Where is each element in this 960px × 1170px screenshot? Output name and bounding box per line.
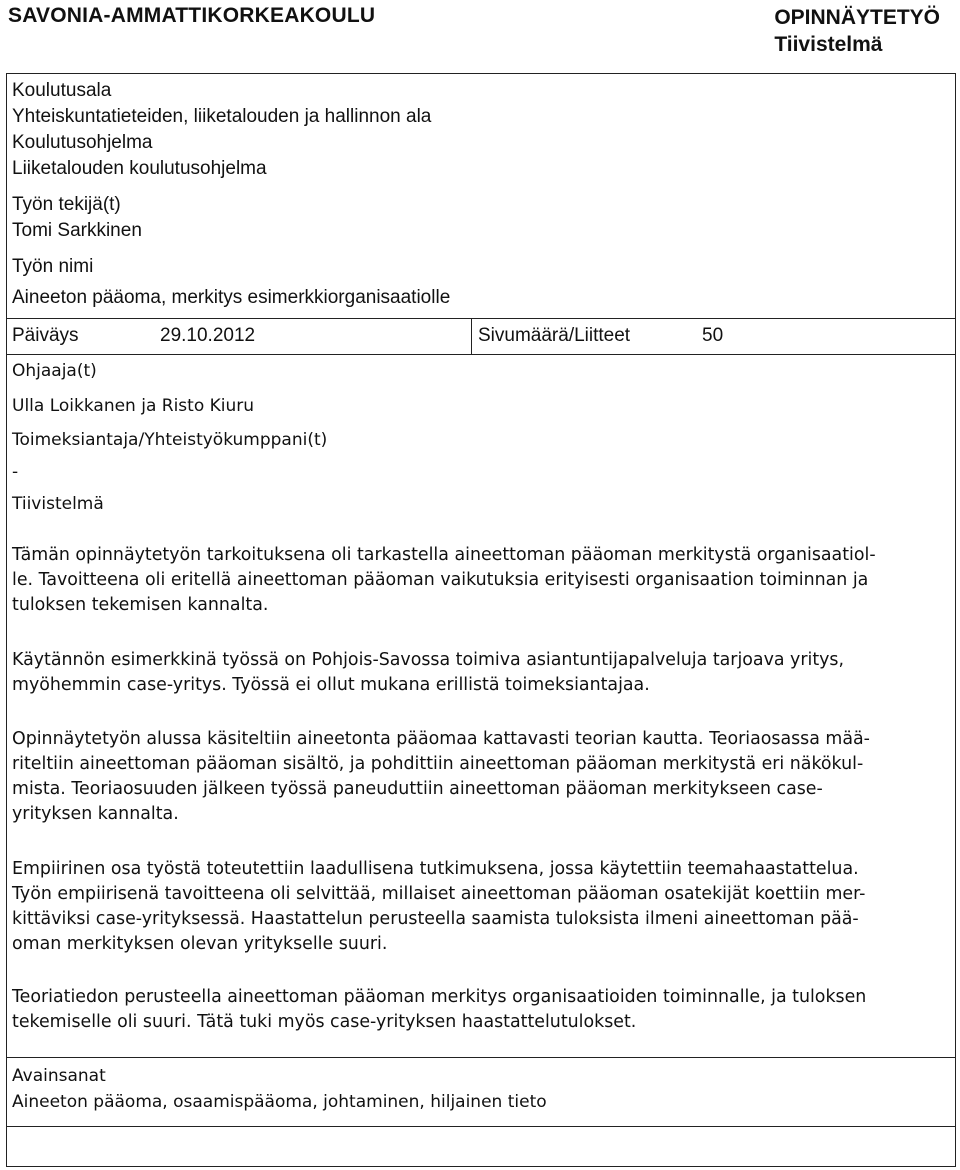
abstract-line: mista. Teoriaosuuden jälkeen työssä paneuduttiin aineettoman pääoman merkitykseen case- (12, 779, 823, 799)
abstract-line: tekemiselle oli suuri. Tätä tuki myös case-yrityksen haastattelutulokset. (12, 1012, 637, 1032)
field-label-tekija: Työn tekijä(t) (12, 194, 121, 215)
field-label-avainsanat: Avainsanat (12, 1066, 106, 1086)
field-value-nimi: Aineeton pääoma, merkitys esimerkkiorganisaatiolle (12, 287, 451, 308)
abstract-paragraph-5 (12, 985, 942, 1035)
field-value-avainsanat: Aineeton pääoma, osaamispääoma, johtaminen, hiljainen tieto (12, 1092, 547, 1112)
abstract-line: Opinnäytetyön alussa käsiteltiin aineetonta pääomaa kattavasti teorian kautta. Teoriaosassa mää- (12, 729, 870, 749)
abstract-paragraph-1 (12, 543, 942, 618)
document-type-block (774, 4, 940, 58)
abstract-line: myöhemmin case-yritys. Työssä ei ollut mukana erillistä toimeksiantajaa. (12, 675, 650, 695)
field-value-ohjaaja: Ulla Loikkanen ja Risto Kiuru (12, 396, 255, 416)
column-divider (471, 318, 472, 354)
abstract-line: oman merkityksen olevan yritykselle suuri. (12, 934, 388, 954)
field-label-koulutusala: Koulutusala (12, 80, 112, 101)
abstract-line: le. Tavoitteena oli eritellä aineettoman pääoman vaikutuksia erityisesti organisaation toiminnan ja (12, 570, 869, 590)
abstract-paragraph-3 (12, 727, 942, 827)
field-label-nimi: Työn nimi (12, 256, 94, 277)
field-label-toimeksiantaja: Toimeksiantaja/Yhteistyökumppani(t) (12, 430, 328, 450)
document-subtitle: Tiivistelmä (774, 33, 883, 56)
abstract-line: yrityksen kannalta. (12, 804, 179, 824)
abstract-line: riteltiin aineettoman pääoman sisältö, ja pohdittiin aineettoman pääoman merkitystä eri näkökul- (12, 754, 864, 774)
institution-name: SAVONIA-AMMATTIKORKEAKOULU (8, 4, 376, 27)
field-label-sivumaara: Sivumäärä/Liitteet (478, 325, 631, 346)
abstract-line: Teoriatiedon perusteella aineettoman pääoman merkitys organisaatioiden toiminnalle, ja tuloksen (12, 987, 867, 1007)
divider-line (6, 354, 956, 355)
abstract-line: Käytännön esimerkkinä työssä on Pohjois-Savossa toimiva asiantuntijapalveluja tarjoava yritys, (12, 650, 845, 670)
abstract-line: Tämän opinnäytetyön tarkoituksena oli tarkastella aineettoman pääoman merkitystä organisaatiol- (12, 545, 876, 565)
document-type: OPINNÄYTETYÖ (774, 6, 940, 29)
abstract-line: kittäviksi case-yrityksessä. Haastattelun perusteella saamista tuloksista ilmeni aineettoman pää- (12, 909, 859, 929)
field-label-tiivistelma: Tiivistelmä (12, 494, 104, 514)
field-value-sivumaara: 50 (702, 325, 724, 346)
field-label-ohjaaja: Ohjaaja(t) (12, 361, 97, 381)
abstract-line: Työn empiirisenä tavoitteena oli selvittää, millaiset aineettoman pääoman osatekijät koettiin mer- (12, 884, 866, 904)
abstract-paragraph-2 (12, 648, 942, 698)
abstract-line: Empiirinen osa työstä toteutettiin laadullisena tutkimuksena, jossa käytettiin teemahaastattelua. (12, 859, 859, 879)
divider-line (6, 1126, 956, 1127)
field-value-koulutusohjelma: Liiketalouden koulutusohjelma (12, 158, 267, 179)
divider-line (6, 318, 956, 319)
abstract-paragraph-4 (12, 857, 942, 957)
field-value-koulutusala: Yhteiskuntatieteiden, liiketalouden ja hallinnon ala (12, 106, 432, 127)
field-label-paivays: Päiväys (12, 325, 79, 346)
abstract-line: tuloksen tekemisen kannalta. (12, 595, 269, 615)
divider-line (6, 1057, 956, 1058)
field-value-paivays: 29.10.2012 (160, 325, 256, 346)
field-value-tekija: Tomi Sarkkinen (12, 220, 142, 241)
field-value-toimeksiantaja: - (12, 462, 19, 482)
field-label-koulutusohjelma: Koulutusohjelma (12, 132, 153, 153)
